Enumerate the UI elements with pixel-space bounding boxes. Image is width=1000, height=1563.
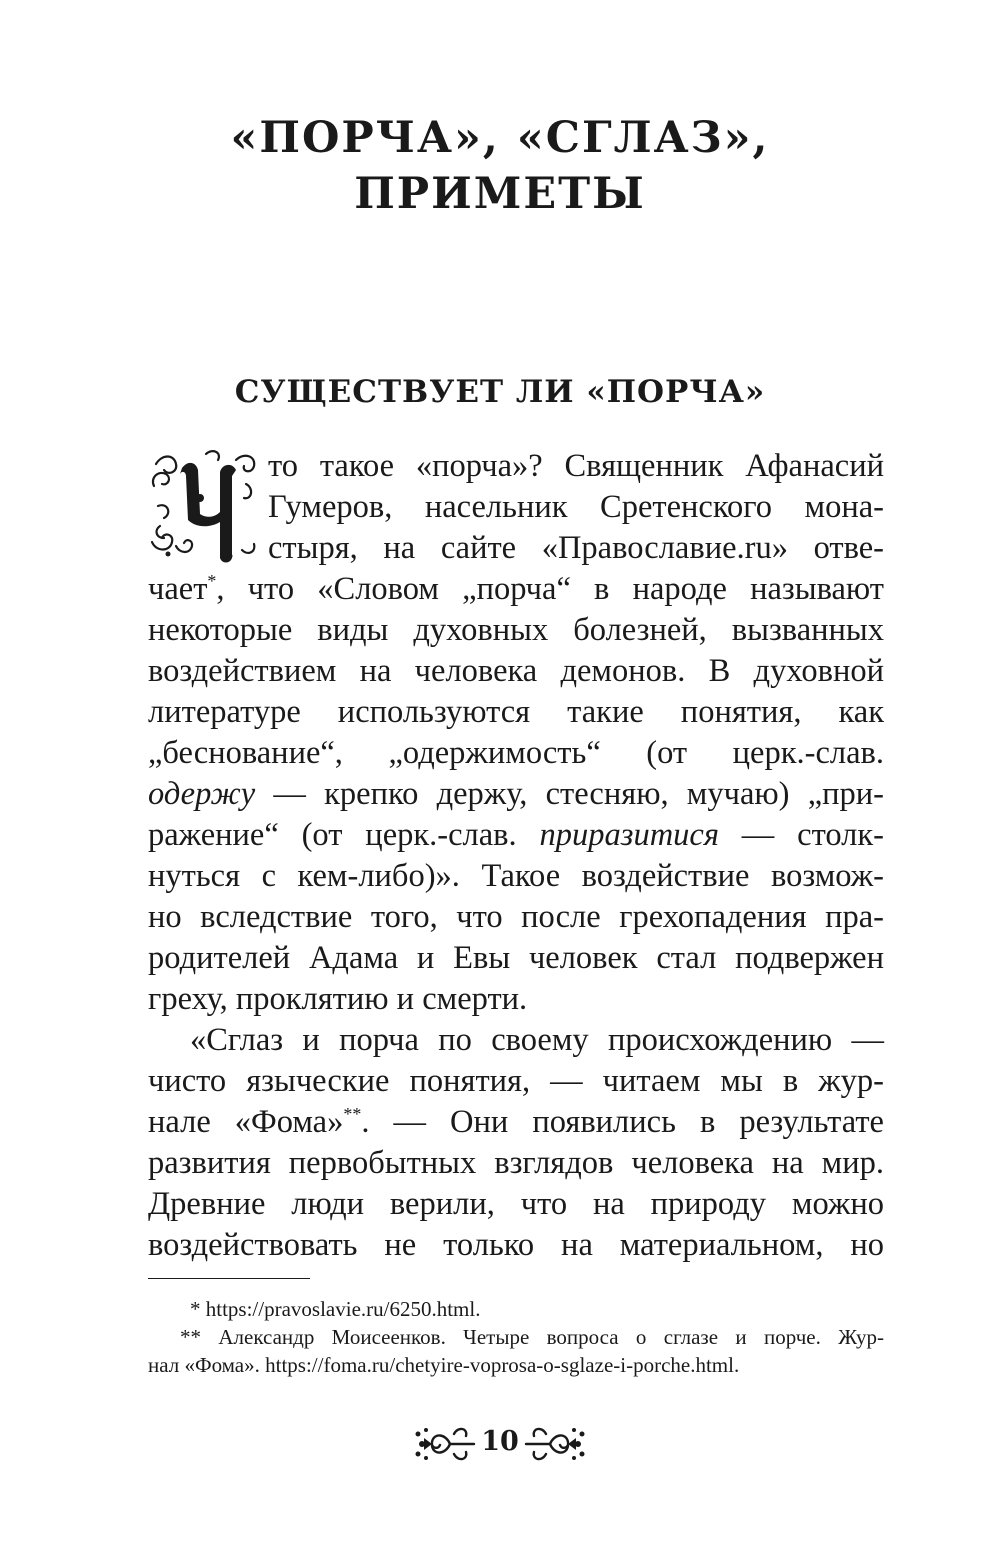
text-line: Древние люди верили, что на природу можно: [148, 1186, 884, 1222]
text-line: стыря, на сайте «Православие.ru» отве-: [268, 530, 884, 566]
text-line: нале «Фома»**. — Они появились в результате: [148, 1104, 884, 1140]
text-line: воздействовать не только на материальном, но: [148, 1227, 884, 1263]
left-ornament-icon: [414, 1420, 476, 1468]
text-line: греху, проклятию и смерти.: [148, 981, 528, 1017]
chapter-title: [100, 110, 900, 222]
text-line: то такое «порча»? Священник Афанасий: [268, 448, 884, 484]
footnote-marker[interactable]: *: [207, 571, 217, 591]
page-number: 10: [481, 1426, 519, 1457]
text-line: родителей Адама и Евы человек стал подвержен: [148, 940, 884, 976]
dropcap-letter: Ч: [264, 564, 265, 565]
text-line: чисто языческие понятия, — читаем мы в жур-: [148, 1063, 884, 1099]
text-line: одержу — крепко держу, стесняю, мучаю) „при-: [148, 776, 884, 812]
text-line: «Сглаз и порча по своему происхождению —: [190, 1022, 884, 1058]
text-line: „беснование“, „одержимость“ (от церк.-слав.: [148, 735, 884, 771]
text-line: но вследствие того, что после грехопадения пра-: [148, 899, 884, 935]
footnote: * https://pravoslavie.ru/6250.html.: [190, 1297, 481, 1321]
page-footer: [400, 1418, 600, 1470]
chapter-title-line-2: ПРИМЕТЫ: [354, 169, 646, 219]
footnote-continuation: нал «Фома». https://foma.ru/chetyire-voprosa-o-sglaze-i-porche.html.: [148, 1353, 740, 1377]
footnote-divider: [148, 1278, 310, 1279]
footnote: ** Александр Моисеенков. Четыре вопроса о сглазе и порче. Жур-: [180, 1325, 884, 1349]
footnote-marker[interactable]: **: [343, 1104, 362, 1124]
text-line: воздействием на человека демонов. В духовной: [148, 653, 884, 689]
text-line: нуться с кем-либо)». Такое воздействие возмож-: [148, 858, 884, 894]
text-line: некоторые виды духовных болезней, вызванных: [148, 612, 884, 648]
text-line: литературе используются такие понятия, как: [148, 694, 884, 730]
text-line: развития первобытных взглядов человека на мир.: [148, 1145, 884, 1181]
text-line: чает*, что «Словом „порча“ в народе называют: [148, 571, 884, 607]
text-line: ражение“ (от церк.-слав. приразитися — столк-: [148, 817, 885, 853]
footnotes: [148, 1295, 884, 1379]
chapter-title-line-1: «ПОРЧА», «СГЛАЗ»,: [230, 113, 770, 163]
section-heading: СУЩЕСТВУЕТ ЛИ «ПОРЧА»: [234, 374, 766, 410]
body-text: [148, 446, 884, 1266]
text-line: Гумеров, насельник Сретенского мона-: [268, 489, 884, 525]
right-ornament-icon: [524, 1420, 586, 1468]
